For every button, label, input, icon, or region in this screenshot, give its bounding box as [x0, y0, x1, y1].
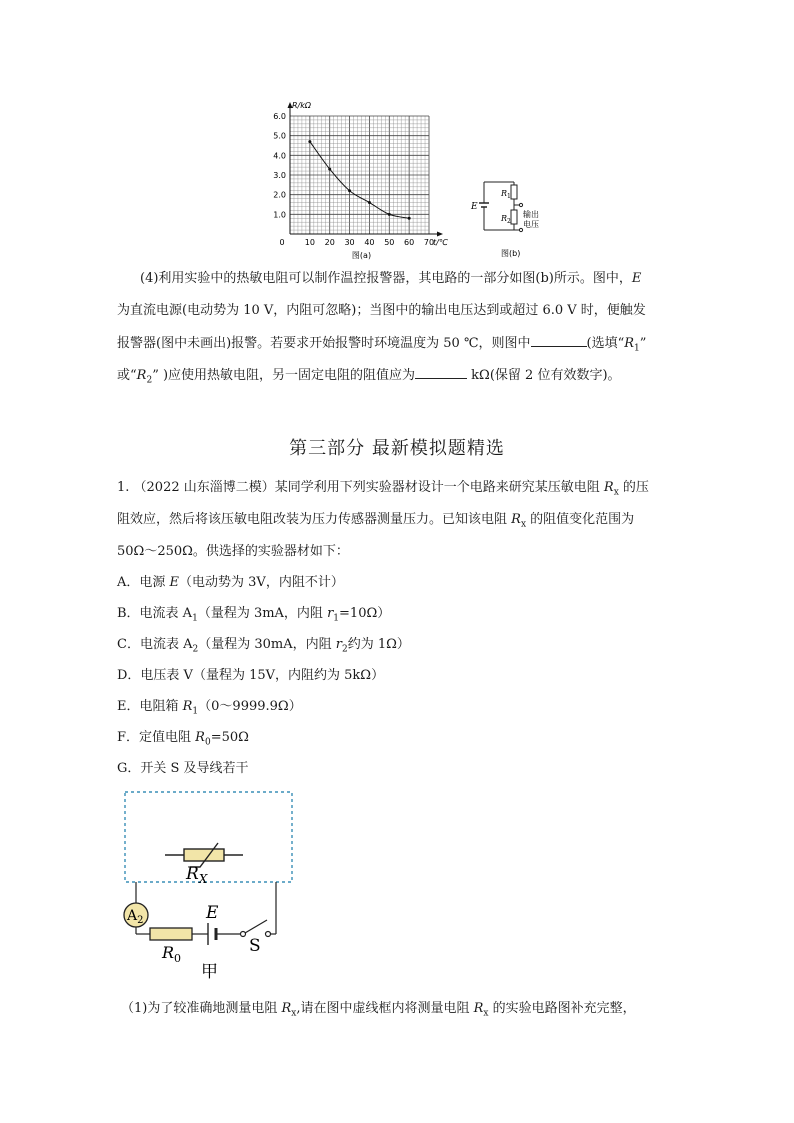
rx-subscript: X — [198, 872, 208, 886]
y-axis-label: R/kΩ — [292, 101, 311, 110]
q4-line-2: 为直流电源(电动势为 10 V，内阻可忽略)；当图中的输出电压达到或超过 6.0 V 时，便触发 — [117, 303, 646, 318]
y-tick-label: 3.0 — [273, 171, 286, 180]
option-c: C．电流表 $A_2$（量程为 30mA，内阻 $r_2$约为 1Ω） — [117, 637, 410, 655]
y-tick-label: 6.0 — [273, 112, 286, 121]
y-tick-label: 5.0 — [273, 131, 286, 141]
r-t-curve — [310, 142, 409, 219]
r0-subscript: 0 — [174, 952, 182, 965]
output-label-line2: 电压 — [523, 220, 539, 229]
p1-line-2: 阻效应，然后将该压敏电阻改装为压力传感器测量压力。已知该电阻 $R_x$ 的阻值变化范围为 — [117, 512, 635, 530]
p1-line-1: 1. （2022 山东淄博二模）某同学利用下列实验器材设计一个电路来研究某压敏电阻 $R_x$ 的压 — [117, 480, 649, 498]
answer-blank-2[interactable] — [415, 366, 467, 379]
q4-line-1: (4)利用实验中的热敏电阻可以制作温控报警器，其电路的一部分如图(b)所示。图中，E — [140, 271, 642, 286]
data-point — [328, 168, 331, 171]
figure-a-chart — [262, 98, 462, 260]
rx-label: R — [186, 864, 199, 884]
r1-subscript: 1 — [507, 193, 511, 200]
r1-label: R — [501, 189, 508, 198]
r0-resistor — [150, 928, 192, 940]
x-tick-label: 30 — [344, 238, 355, 247]
section-title: 第三部分 最新模拟题精选 — [289, 438, 505, 459]
option-d: D．电压表 V（量程为 15V，内阻约为 5kΩ） — [117, 668, 385, 683]
figure-a-caption: 图(a) — [351, 251, 372, 260]
r2-subscript: 2 — [507, 218, 511, 225]
y-tick-label: 2.0 — [273, 190, 286, 200]
figure-b-circuit — [468, 176, 550, 260]
battery — [208, 923, 216, 945]
option-b: B．电流表 $A_1$（量程为 3mA，内阻 $r_1=10\Omega$） — [117, 606, 391, 624]
data-point — [388, 213, 391, 216]
output-label-line1: 输出 — [523, 210, 539, 219]
ammeter-subscript: 2 — [137, 915, 144, 926]
rx-resistor — [165, 843, 243, 867]
x-tick-label: 60 — [404, 238, 415, 247]
circuit-caption: 甲 — [201, 962, 218, 982]
option-f: F．定值电阻 $R_0=50\Omega$ — [117, 730, 249, 748]
q4-line-4: 或“$R_2$” )应使用热敏电阻，另一固定电阻的阻值应为 kΩ(保留 2 位有效数字)。 — [117, 368, 621, 386]
r2-label: R — [501, 214, 508, 223]
x-axis-arrow — [437, 232, 443, 237]
svg-text:R0 — [161, 943, 181, 965]
data-point — [348, 189, 351, 192]
battery-label-e: E — [471, 202, 478, 212]
svg-text:R1 — [500, 189, 511, 200]
x-tick-label: 50 — [384, 238, 395, 247]
option-a: A．电源 E（电动势为 3V，内阻不计） — [117, 575, 344, 590]
data-point — [368, 201, 371, 204]
figure-b-caption: 图(b) — [501, 249, 521, 258]
x-tick-label: 70 — [423, 238, 435, 247]
x-tick-label: 40 — [364, 238, 375, 247]
p1-line-3: 50Ω～250Ω。供选择的实验器材如下： — [117, 544, 349, 559]
option-e: E．电阻箱 $R_1(0\sim 9999.9\Omega)$ — [117, 699, 302, 717]
circuit-jia — [112, 787, 302, 987]
ammeter-label: A — [127, 908, 138, 924]
data-point — [408, 217, 411, 220]
answer-blank-1[interactable] — [531, 334, 587, 347]
y-tick-label: 4.0 — [273, 151, 286, 161]
q4-line-3: 报警器(图中未画出)报警。若要求开始报警时环境温度为 50 ℃，则图中 (选填“$R_1$” — [117, 336, 647, 354]
x-tick-label: 0 — [279, 238, 285, 247]
switch-s — [241, 920, 271, 937]
output-terminal-top — [519, 203, 522, 206]
x-tick-label: 10 — [304, 238, 315, 247]
svg-text:RX — [185, 864, 208, 886]
r0-label: R — [162, 943, 175, 962]
option-g: G．开关 S 及导线若干 — [117, 761, 249, 776]
y-tick-label: 1.0 — [273, 210, 286, 220]
data-point — [308, 140, 311, 143]
q1-line: （1)为了较准确地测量电阻 $R_x$,请在图中虚线框内将测量电阻 $R_x$ 的实验电路图补充完整， — [121, 1001, 636, 1019]
dashed-box — [125, 792, 292, 882]
svg-text:R2 — [500, 214, 511, 225]
battery-label: E — [206, 903, 219, 923]
x-tick-label: 20 — [324, 238, 335, 247]
x-axis-label: t/℃ — [433, 238, 448, 247]
switch-label: S — [249, 936, 261, 956]
